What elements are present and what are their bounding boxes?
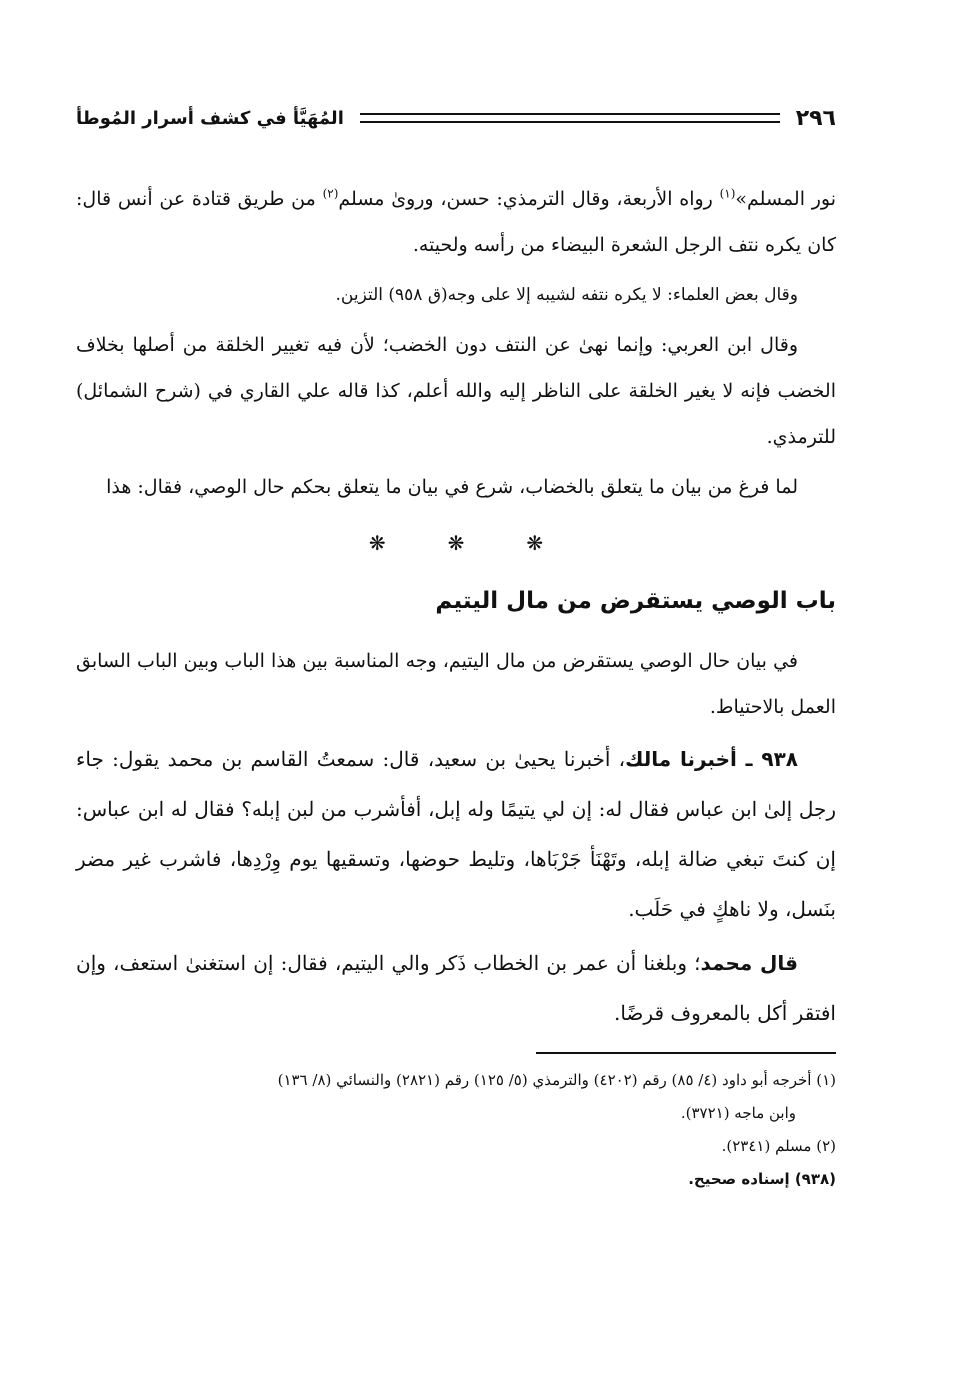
paragraph-2: وقال بعض العلماء: لا يكره نتفه لشيبه إلا على وجه(ق ٩٥٨) التزين. — [335, 285, 798, 305]
body-text — [76, 176, 836, 1038]
footnote-938: (٩٣٨) إسناده صحيح. — [688, 1170, 836, 1188]
muhammad-text: ؛ وبلغنا أن عمر بن الخطاب ذَكر والي اليتيم، فقال: إن استغنىٰ استعف، وإن افتقر أكل بالمعروف قرضًا. — [76, 951, 836, 1025]
paragraph-1 — [76, 176, 836, 268]
paragraph-1-part-a: نور المسلم» — [735, 188, 836, 210]
footnotes — [76, 1064, 836, 1196]
page-number: ٢٩٦ — [795, 105, 836, 131]
paragraph-1-part-b: رواه الأربعة، وقال الترمذي: حسن، وروىٰ مسلم — [338, 188, 720, 210]
paragraph-1-part-c: من طريق قتادة عن أنس قال: كان يكره نتف الرجل الشعرة البيضاء من رأسه ولحيته. — [76, 188, 836, 256]
book-page — [76, 96, 836, 1325]
header-rule — [360, 113, 780, 123]
paragraph-3: وقال ابن العربي: وإنما نهىٰ عن النتف دون الخضب؛ لأن فيه تغيير الخلقة من أصلها بخلاف الخضب فإنه لا يغير الخلقة على الناظر إليه والله أعلم، كذا قاله علي القاري في (شرح الشمائل) للترمذي. — [76, 334, 836, 448]
section-intro: في بيان حال الوصي يستقرض من مال اليتيم، وجه المناسبة بين هذا الباب وبين الباب السابق العمل بالاحتياط. — [76, 650, 836, 718]
footnote-2: (٢) مسلم (٢٣٤١). — [721, 1137, 836, 1155]
separator-star-icon: ❋ — [526, 531, 544, 555]
section-heading: باب الوصي يستقرض من مال اليتيم — [435, 588, 836, 614]
footnote-1-continuation: وابن ماجه (٣٧٢١). — [680, 1104, 796, 1122]
footnote-divider — [536, 1052, 836, 1054]
footnote-ref-1[interactable]: (١) — [719, 186, 736, 201]
footnote-ref-2[interactable]: (٢) — [322, 186, 339, 201]
paragraph-4: لما فرغ من بيان ما يتعلق بالخضاب، شرع في بيان ما يتعلق بحكم حال الوصي، فقال: هذا — [106, 476, 798, 498]
footnote-1: (١) أخرجه أبو داود (٤/ ٨٥) رقم (٤٢٠٢) والترمذي (٥/ ١٢٥) رقم (٢٨٢١) والنسائي (٨/ ١٣٦) — [277, 1071, 836, 1089]
hadith-text: ، أخبرنا يحيىٰ بن سعيد، قال: سمعتُ القاسم بن محمد يقول: جاء رجل إلىٰ ابن عباس فقال له: إن لي يتيمًا وله إبل، أفأشرب من لبن إبله؟ فقال له ابن عباس: إن كنتَ تبغي ضالة إبله، وتَهْنَأ جَرْبَاها، وتليط حوضها، وتسقيها يوم وِرْدِها، فاشرب غير مضر بنَسل، ولا ناهكٍ في حَلَب. — [76, 747, 836, 921]
running-header — [76, 96, 836, 140]
book-title: المُهَيَّأ في كشف أسرار المُوطأ — [76, 107, 344, 129]
muhammad-comment — [76, 938, 836, 1038]
separator-star-icon: ❋ — [368, 531, 386, 555]
hadith-number-lead: ٩٣٨ ـ أخبرنا مالك — [625, 747, 798, 771]
muhammad-lead: قال محمد — [700, 951, 798, 975]
hadith-938 — [76, 734, 836, 934]
separator-star-icon: ❋ — [447, 531, 465, 555]
section-separator — [76, 520, 836, 566]
